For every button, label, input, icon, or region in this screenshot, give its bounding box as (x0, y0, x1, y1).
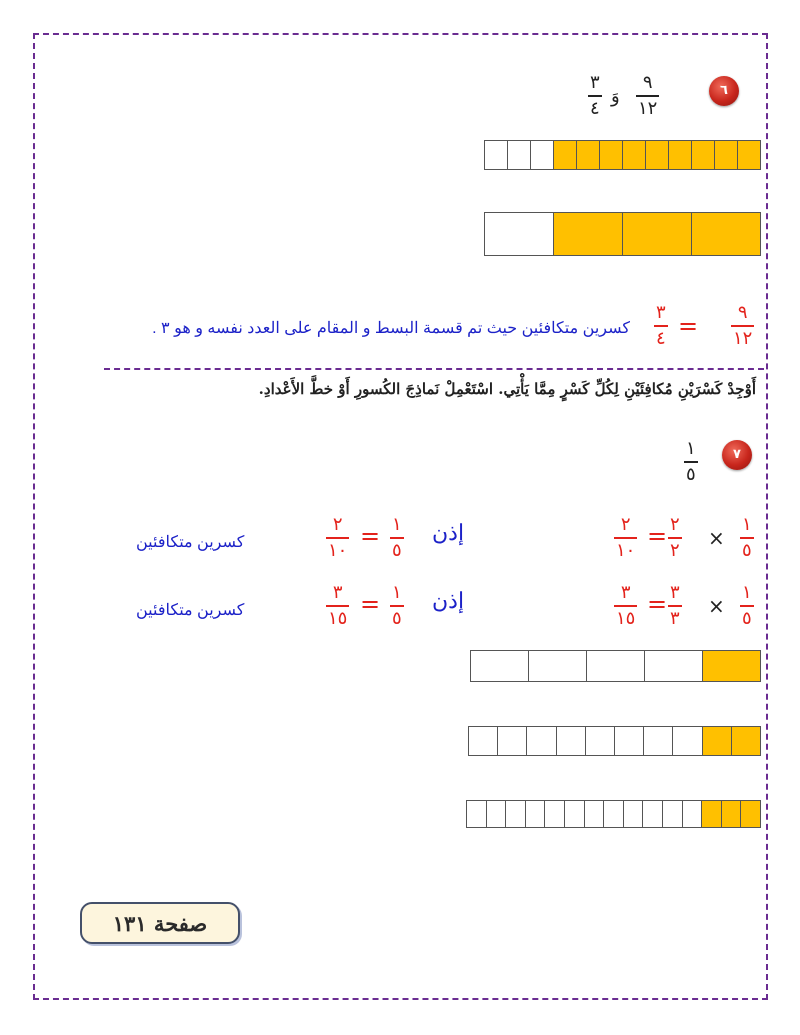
empty-cell (585, 800, 605, 828)
shaded-cell (732, 726, 761, 756)
row1-equivalent-label: كسرين متكافئين (136, 534, 245, 551)
numerator: ٢ (332, 514, 343, 535)
empty-cell (498, 726, 527, 756)
empty-cell (485, 140, 508, 170)
fraction-bar (668, 537, 682, 539)
row1-therefore: إذن (432, 520, 465, 545)
equals-sign: = (678, 312, 699, 340)
fraction-bar (654, 325, 668, 327)
equals-sign: = (647, 590, 668, 618)
empty-cell (683, 800, 703, 828)
denominator: ٥ (686, 464, 696, 485)
empty-cell (526, 800, 546, 828)
empty-cell (645, 650, 703, 682)
denominator: ١٢ (733, 328, 753, 349)
shaded-cell (702, 800, 722, 828)
row2-fraction-3-3 (668, 584, 682, 628)
numerator: ١ (686, 438, 696, 459)
problem-7-badge (722, 440, 752, 470)
row1-fraction-1-5-result (390, 516, 404, 560)
numerator: ١ (392, 582, 402, 603)
fraction-bar (731, 325, 754, 327)
denominator: ١٠ (616, 540, 636, 561)
fraction-bar (614, 537, 637, 539)
numerator: ٣ (656, 302, 666, 323)
numerator: ٩ (737, 302, 748, 323)
empty-cell (644, 726, 673, 756)
denominator: ٥ (392, 608, 402, 629)
fraction-bar (588, 95, 602, 97)
fraction-bar (668, 605, 682, 607)
denominator: ١٥ (328, 608, 348, 629)
numerator: ٣ (332, 582, 343, 603)
row1-fraction-1-5 (740, 516, 754, 560)
row2-therefore: إذن (432, 588, 465, 613)
row2-equivalent-label: كسرين متكافئين (136, 602, 245, 619)
fraction-strip-quarters (484, 212, 761, 256)
shaded-cell (646, 140, 669, 170)
empty-cell (643, 800, 663, 828)
row1-fraction-2-10 (614, 516, 637, 560)
fraction-strip-twelfths (484, 140, 761, 170)
fraction-bar (636, 95, 659, 97)
shaded-cell (722, 800, 742, 828)
shaded-cell (577, 140, 600, 170)
row2-fraction-3-15 (614, 584, 637, 628)
numerator: ٢ (670, 514, 680, 535)
shaded-cell (623, 212, 692, 256)
problem-6-number: ٦ (720, 83, 728, 98)
shaded-cell (554, 140, 577, 170)
empty-cell (624, 800, 644, 828)
problem-6-badge (709, 76, 739, 106)
empty-cell (508, 140, 531, 170)
empty-cell (469, 726, 498, 756)
equals-sign: = (647, 522, 668, 550)
shaded-cell (692, 140, 715, 170)
empty-cell (471, 650, 529, 682)
empty-cell (586, 726, 615, 756)
empty-cell (467, 800, 487, 828)
shaded-cell (738, 140, 761, 170)
numerator: ١ (742, 582, 752, 603)
fraction-strip-fifths (470, 650, 761, 682)
empty-cell (527, 726, 556, 756)
fraction-bar (326, 537, 349, 539)
empty-cell (604, 800, 624, 828)
shaded-cell (600, 140, 623, 170)
numerator: ١ (392, 514, 402, 535)
fraction-bar (684, 461, 698, 463)
row2-fraction-3-15-result (326, 584, 349, 628)
fraction-3-4 (588, 74, 602, 118)
empty-cell (673, 726, 702, 756)
row2-fraction-1-5 (740, 584, 754, 628)
empty-cell (587, 650, 645, 682)
row2-fraction-1-5-result (390, 584, 404, 628)
answer-fraction-3-4 (654, 304, 668, 348)
shaded-cell (703, 726, 732, 756)
denominator: ١٢ (638, 98, 658, 119)
fraction-9-12 (636, 74, 659, 118)
numerator: ٢ (620, 514, 631, 535)
row1-fraction-2-2 (668, 516, 682, 560)
numerator: ٣ (670, 582, 680, 603)
empty-cell (485, 212, 554, 256)
page-number-tag (80, 902, 240, 944)
fraction-bar (614, 605, 637, 607)
denominator: ٤ (656, 328, 666, 349)
denominator: ٥ (742, 540, 752, 561)
times-sign: × (708, 594, 725, 618)
instruction-text: أَوْجِدْ كَسْرَيْنِ مُكافِئَيْنِ لِكُلِّ كَسْرٍ مِمَّا يَأْتِي. اسْتَعْمِلْ نَماذِجَ الكُسورِ أَوْ خطَّ الأَعْدادِ. (258, 380, 756, 398)
times-sign: × (708, 526, 725, 550)
problem-7-number: ٧ (733, 447, 741, 462)
shaded-cell (692, 212, 761, 256)
empty-cell (487, 800, 507, 828)
shaded-cell (715, 140, 738, 170)
answer-fraction-9-12 (731, 304, 754, 348)
equals-sign: = (360, 590, 381, 618)
answer-explanation: كسرين متكافئين حيث تم قسمة البسط و المقام على العدد نفسه و هو ٣ . (152, 320, 630, 337)
empty-cell (565, 800, 585, 828)
fraction-bar (390, 605, 404, 607)
denominator: ٣ (670, 608, 680, 629)
section-divider (104, 368, 764, 370)
denominator: ٥ (392, 540, 402, 561)
shaded-cell (741, 800, 761, 828)
empty-cell (531, 140, 554, 170)
denominator: ٥ (742, 608, 752, 629)
denominator: ١٥ (616, 608, 636, 629)
fraction-bar (740, 537, 754, 539)
fraction-bar (390, 537, 404, 539)
conjunction-and: وَ (611, 86, 620, 107)
page-number-label: صفحة ١٣١ (112, 910, 208, 936)
shaded-cell (669, 140, 692, 170)
empty-cell (615, 726, 644, 756)
empty-cell (529, 650, 587, 682)
shaded-cell (703, 650, 761, 682)
shaded-cell (554, 212, 623, 256)
numerator: ١ (742, 514, 752, 535)
fraction-bar (326, 605, 349, 607)
empty-cell (545, 800, 565, 828)
empty-cell (557, 726, 586, 756)
denominator: ١٠ (328, 540, 348, 561)
denominator: ٢ (670, 540, 680, 561)
denominator: ٤ (590, 98, 600, 119)
empty-cell (506, 800, 526, 828)
fraction-bar (740, 605, 754, 607)
numerator: ٣ (590, 72, 600, 93)
numerator: ٩ (642, 72, 653, 93)
empty-cell (663, 800, 683, 828)
numerator: ٣ (620, 582, 631, 603)
fraction-strip-fifteenths (466, 800, 761, 828)
row1-fraction-2-10-result (326, 516, 349, 560)
fraction-strip-tenths (468, 726, 761, 756)
shaded-cell (623, 140, 646, 170)
equals-sign: = (360, 522, 381, 550)
fraction-1-5 (684, 440, 698, 484)
